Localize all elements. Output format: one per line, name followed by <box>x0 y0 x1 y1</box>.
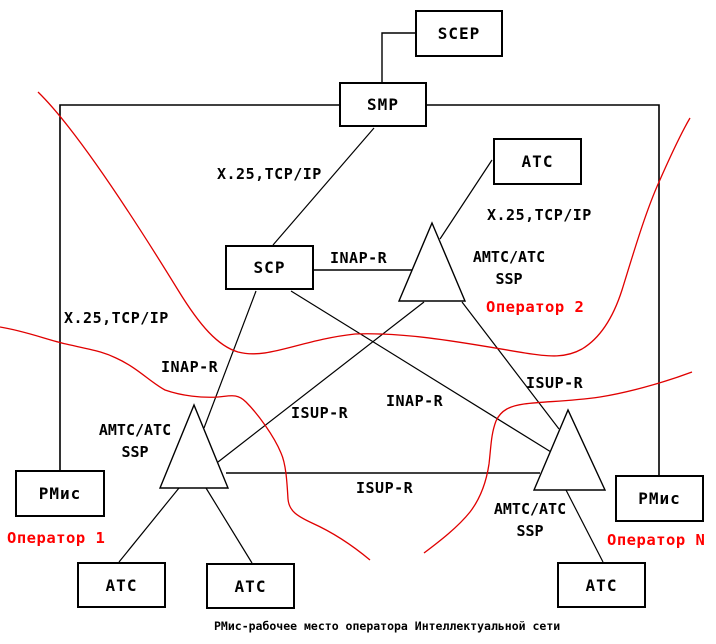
sspn-caption-line2: SSP <box>516 521 544 540</box>
link-label-x25-ssp2-atc: X.25,TCP/IP <box>487 206 592 224</box>
link-label-isup-ssp2-ssp1: ISUP-R <box>291 404 349 422</box>
link-ssp2-atc <box>440 160 492 239</box>
link-ssp2-ssp1 <box>218 302 424 462</box>
link-label-inap-scp-sspn: INAP-R <box>386 392 444 410</box>
rmis-left-label: РМис <box>38 484 82 503</box>
atc-bottom-left-box <box>77 562 166 608</box>
ssp1-caption <box>90 420 180 464</box>
smp-box <box>339 82 427 127</box>
scep-label: SCEP <box>437 24 481 43</box>
rmis-right-label: РМис <box>638 489 681 508</box>
atc-bottom-mid-box <box>206 563 295 609</box>
ssp2-caption-line1: АМТС/АТС <box>472 248 546 266</box>
diagram-caption: РМис-рабочее место оператора Интеллектуальной сети <box>214 619 561 633</box>
link-label-isup-ssp2-sspn: ISUP-R <box>526 374 584 392</box>
sspn-caption-line1: АМТС/АТС <box>493 500 567 518</box>
link-label-isup-ssp1-sspn: ISUP-R <box>356 479 414 497</box>
ssp1-caption-line2: SSP <box>121 442 149 461</box>
operator-1-label: Оператор 1 <box>7 529 106 547</box>
rmis-right-box <box>615 475 704 522</box>
link-label-x25-left: X.25,TCP/IP <box>64 309 169 327</box>
operator-2-label: Оператор 2 <box>486 298 585 316</box>
link-ssp1-atc2 <box>206 488 252 563</box>
link-ssp1-atc1 <box>119 488 179 562</box>
atc-bottom-mid-label: АТС <box>234 576 267 596</box>
link-scep-smp <box>382 33 415 83</box>
scp-label: SCP <box>253 258 286 277</box>
rmis-left-box <box>15 470 105 517</box>
smp-label: SMP <box>367 95 399 114</box>
operator-n-label: Оператор N <box>607 531 706 549</box>
link-label-x25-smp-scp: X.25,TCP/IP <box>217 165 322 183</box>
sspn-triangle <box>534 410 605 490</box>
atc-top-box <box>493 138 582 185</box>
atc-bottom-right-box <box>557 562 646 608</box>
ssp2-caption-line2: SSP <box>495 269 523 288</box>
sspn-caption <box>485 499 575 543</box>
ssp1-caption-line1: АМТС/АТС <box>98 421 172 439</box>
atc-bottom-right-label: АТС <box>585 575 618 595</box>
atc-top-label: АТС <box>521 152 554 171</box>
scep-box <box>415 10 503 57</box>
scp-box <box>225 245 314 290</box>
link-smp-scp <box>273 128 374 245</box>
link-label-inap-scp-ssp2: INAP-R <box>330 249 388 267</box>
link-ssp2-sspn <box>462 302 559 429</box>
ssp2-caption <box>464 247 554 291</box>
link-label-inap-scp-ssp1: INAP-R <box>161 358 219 376</box>
ssp2-triangle <box>399 223 465 301</box>
atc-bottom-left-label: АТС <box>105 575 138 595</box>
